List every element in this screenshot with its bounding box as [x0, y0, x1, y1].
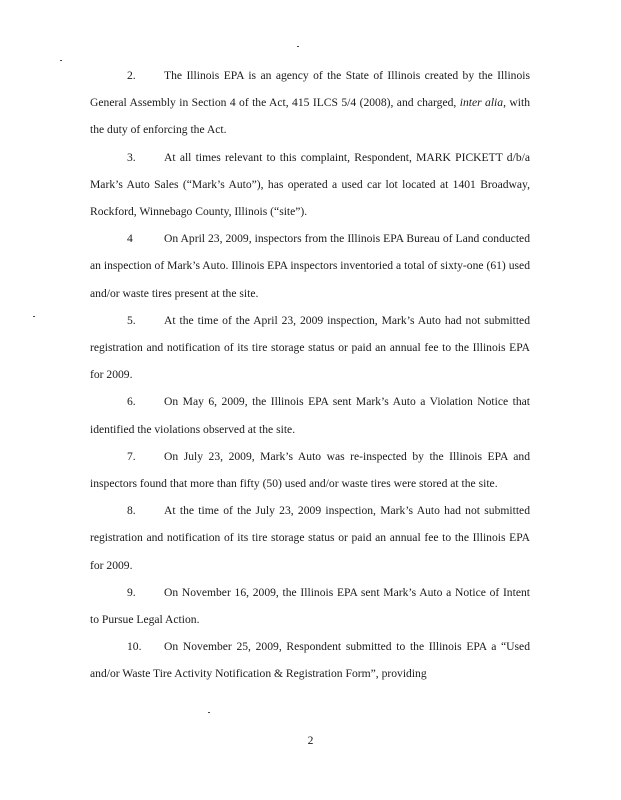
paragraph-text: The Illinois EPA is an agency of the State of Illinois created by the Illinois General Assembly in Section 4 of the Act, 415 ILCS 5/4 (2008), and charged,: [90, 69, 530, 110]
paragraph: [90, 144, 530, 226]
paragraph-text: On November 25, 2009, Respondent submitted to the Illinois EPA a “Used and/or Waste Tire Activity Notification & Registration Form”, providing: [90, 640, 530, 681]
paragraph-number: 3.: [127, 150, 136, 164]
paragraph-number: 10.: [127, 640, 142, 654]
paragraph-number: 5.: [127, 313, 136, 327]
scan-speck: [208, 712, 210, 713]
scan-speck: [60, 60, 62, 61]
paragraph: [90, 62, 530, 144]
paragraph: [90, 307, 530, 389]
paragraph-number: 4: [127, 232, 133, 246]
paragraph: [90, 579, 530, 633]
paragraph-text: At all times relevant to this complaint, Respondent, MARK PICKETT d/b/a Mark’s Auto Sales (“Mark’s Auto”), has operated a used car lot located at 1401 Broadway, Rockford, Winnebago County, Illinois (“site”).: [90, 150, 530, 219]
paragraph-text: On July 23, 2009, Mark’s Auto was re-inspected by the Illinois EPA and inspectors found that more than fifty (50) used and/or waste tires were stored at the site.: [90, 449, 530, 491]
paragraph-italic-text: inter alia: [459, 96, 504, 110]
paragraph-number: 8.: [127, 504, 136, 518]
scan-speck: [33, 316, 35, 317]
paragraph-number: 6.: [127, 395, 136, 409]
paragraph: [90, 497, 530, 579]
paragraph-text: On November 16, 2009, the Illinois EPA sent Mark’s Auto a Notice of Intent to Pursue Legal Action.: [90, 585, 530, 627]
paragraph: [90, 633, 530, 687]
paragraph-number: 9.: [127, 585, 136, 599]
document-body: [90, 62, 530, 688]
paragraph-text: At the time of the July 23, 2009 inspection, Mark’s Auto had not submitted registration and notification of its tire storage status or paid an annual fee to the Illinois EPA for 2009.: [90, 504, 530, 572]
paragraph: [90, 388, 530, 442]
paragraph: [90, 225, 530, 307]
paragraph-text: On April 23, 2009, inspectors from the Illinois EPA Bureau of Land conducted an inspection of Mark’s Auto. Illinois EPA inspectors inventoried a total of sixty-one (61) used and/or waste tires present at the site.: [90, 232, 530, 300]
paragraph-number: 7.: [127, 449, 136, 463]
paragraph-number: 2.: [127, 69, 136, 82]
paragraph-text: , with the duty of enforcing the Act.: [90, 96, 530, 137]
paragraph: [90, 443, 530, 497]
paragraph-text: At the time of the April 23, 2009 inspection, Mark’s Auto had not submitted registration and notification of its tire storage status or paid an annual fee to the Illinois EPA for 2009.: [90, 313, 530, 382]
page-number: 2: [307, 734, 314, 747]
paragraph-text: On May 6, 2009, the Illinois EPA sent Mark’s Auto a Violation Notice that identified the violations observed at the site.: [90, 395, 530, 436]
scan-speck: [297, 46, 299, 47]
